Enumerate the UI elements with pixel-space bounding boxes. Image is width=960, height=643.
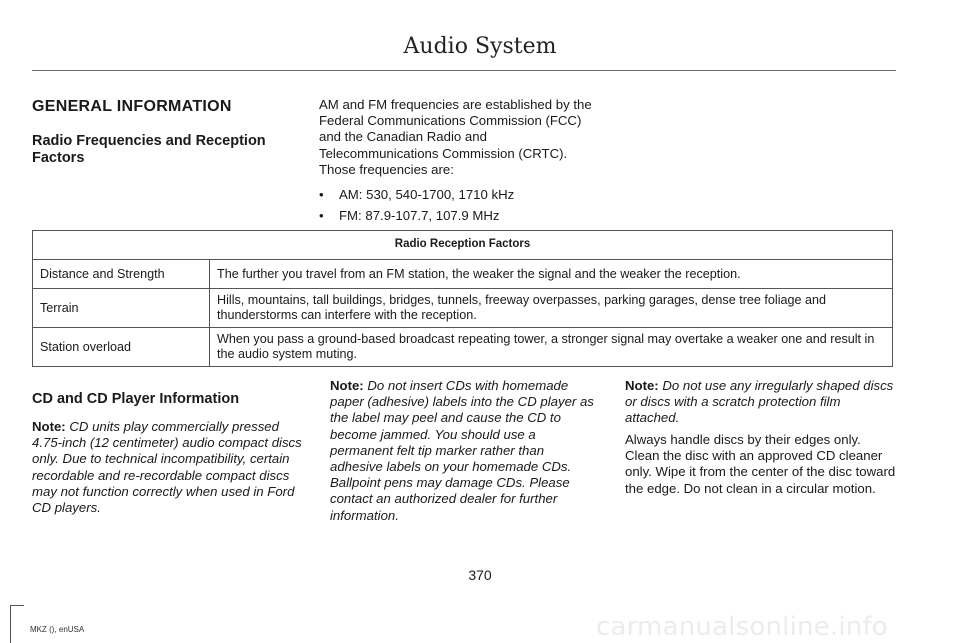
- disc-handling-text: Always handle discs by their edges only. Clean the disc with an approved CD cleaner only. Wipe it from the center of the disc toward the edge. Do not clean in a circular motion.: [625, 432, 896, 496]
- table-row: [33, 260, 893, 289]
- subsection-heading: Radio Frequencies and Reception Factors: [32, 133, 266, 166]
- list-item: [319, 208, 604, 224]
- bullet: •: [319, 187, 324, 203]
- frequency-am: AM: 530, 540-1700, 1710 kHz: [339, 187, 515, 203]
- note-label: Note:: [32, 419, 66, 434]
- description-cell: The further you travel from an FM station, the weaker the signal and the weaker the reception.: [210, 260, 893, 289]
- header-divider: [32, 70, 896, 71]
- factor-cell: Distance and Strength: [33, 260, 210, 289]
- factor-cell: Station overload: [33, 328, 210, 367]
- section-heading: GENERAL INFORMATION: [32, 98, 232, 115]
- note-text: CD units play commercially pressed 4.75-inch (12 centimeter) audio compact discs only. Due to technical incompatibility, certain recordable and re-recordable compact discs may not function correctly when used in Ford CD players.: [32, 419, 302, 516]
- radio-reception-factors-table: [32, 230, 893, 367]
- table-row: [33, 328, 893, 367]
- frequency-intro-block: [319, 97, 604, 229]
- page-header-title: Audio System: [403, 34, 557, 59]
- frequency-fm: FM: 87.9-107.7, 107.9 MHz: [339, 208, 500, 224]
- cd-note-2: [330, 378, 600, 524]
- note-label: Note:: [625, 378, 659, 393]
- description-cell: Hills, mountains, tall buildings, bridges, tunnels, freeway overpasses, parking garages, dense tree foliage and thunderstorms can interfere with the reception.: [210, 289, 893, 328]
- cd-note-3: [625, 378, 895, 427]
- cd-heading: CD and CD Player Information: [32, 391, 240, 407]
- table-row: [33, 289, 893, 328]
- table-title: Radio Reception Factors: [33, 231, 893, 260]
- crop-mark: [10, 605, 24, 606]
- frequency-intro-text: AM and FM frequencies are established by the Federal Communications Commission (FCC) and the Canadian Radio and Telecommunications Commission (CRTC). Those frequencies are:: [319, 97, 592, 177]
- note-text: Do not insert CDs with homemade paper (adhesive) labels into the CD player as the label may peel and cause the CD to become jammed. You should use a permanent felt tip marker rather than adhesive labels on your homemade CDs. Ballpoint pens may damage CDs. Please contact an authorized dealer for further information.: [330, 378, 594, 523]
- document-code: MKZ (), enUSA: [30, 625, 85, 634]
- note-label: Note:: [330, 378, 364, 393]
- watermark: carmanualsonline.info: [596, 612, 888, 642]
- description-cell: When you pass a ground-based broadcast repeating tower, a stronger signal may overtake a weaker one and result in the audio system muting.: [210, 328, 893, 367]
- page-number: 370: [468, 567, 492, 583]
- cd-note-1: [32, 419, 302, 516]
- bullet: •: [319, 208, 324, 224]
- frequency-list: [319, 187, 604, 224]
- factor-cell: Terrain: [33, 289, 210, 328]
- note-text: Do not use any irregularly shaped discs or discs with a scratch protection film attached.: [625, 378, 894, 426]
- list-item: [319, 187, 604, 203]
- crop-mark: [10, 605, 11, 643]
